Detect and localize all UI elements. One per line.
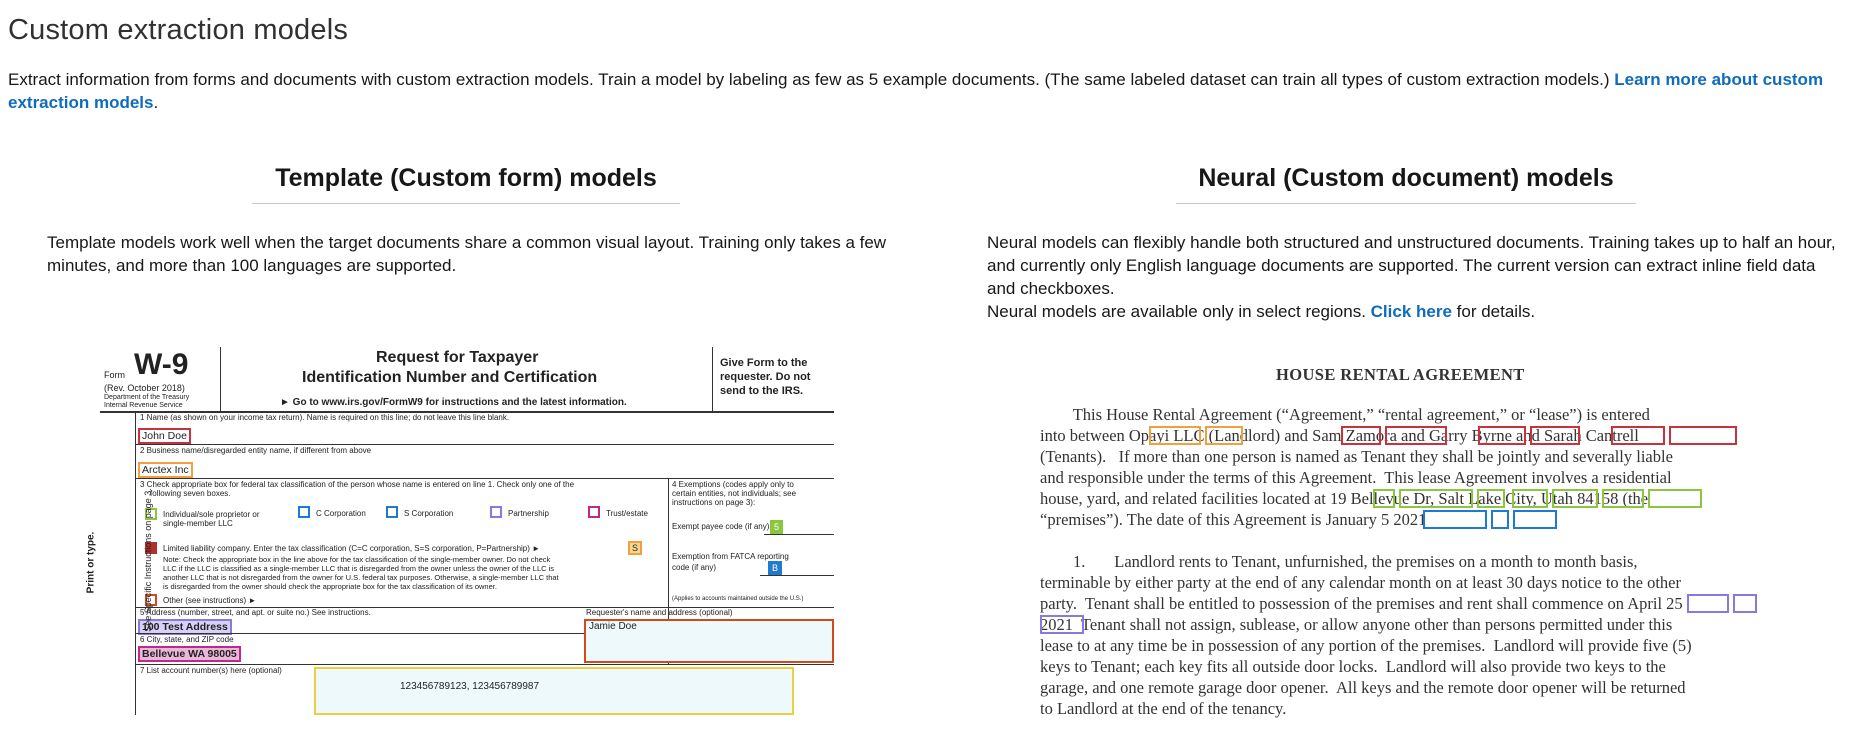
lease-line-12: lease to at any time be in possession of any portion of the premises. Landlord will provide five (5) [1040, 636, 1692, 655]
w9-dept2: Internal Revenue Service [104, 402, 183, 409]
w9-line2: 2 Business name/disregarded entity name, if different from above [140, 446, 372, 455]
lease-line-15: to Landlord at the end of the tenancy. [1040, 699, 1287, 718]
lease-date-box-2 [1491, 510, 1509, 529]
lease-tenant-box-4 [1530, 426, 1580, 445]
lease-landlord-box-2 [1205, 426, 1243, 445]
lease-line-2: into between Opayi LLC (Landlord) and Sam Zamora and Garry Byrne and Sarah Cantrell [1040, 426, 1639, 445]
w9-applies: (Applies to accounts maintained outside the U.S.) [672, 596, 804, 602]
lease-line-11: 2021 Tenant shall not assign, sublease, or allow anyone other than persons permitted under this [1040, 615, 1673, 634]
w9-exempt-payee-field: 5 [770, 520, 783, 534]
lease-tenant-box-3 [1478, 426, 1526, 445]
lease-agreement-example-image [1040, 355, 1780, 717]
lease-line-13: keys to Tenant; each key fits all outside door locks. Landlord will also provide two keys to the [1040, 657, 1666, 676]
w9-note2: LLC if the LLC is classified as a single-member LLC that is disregarded from the owner unless the owner of the LLC is [163, 564, 555, 573]
w9-ex4: 4 Exemptions (codes apply only to [672, 480, 794, 489]
page-title: Custom extraction models [8, 14, 349, 46]
w9-line5: 5 Address (number, street, and apt. or suite no.) See instructions. [140, 608, 371, 617]
w9-give3: send to the IRS. [720, 385, 804, 397]
w9-line7: 7 List account number(s) here (optional) [140, 666, 282, 675]
w9-name-field: John Doe [138, 428, 191, 444]
lease-date-box-3 [1513, 510, 1557, 529]
lease-line-5: house, yard, and related facilities located at 19 Bellevue Dr, Salt Lake City, Utah 84158 (the [1040, 489, 1649, 508]
w9-line1: 1 Name (as shown on your income tax return). Name is required on this line; do not leave this line blank. [140, 413, 510, 422]
w9-scorp-label: S Corporation [404, 509, 454, 518]
w9-fatca-field: B [768, 561, 782, 575]
w9-requester: Requester's name and address (optional) [586, 608, 733, 617]
w9-goto: ► Go to www.irs.gov/FormW9 for instructions and the latest information. [280, 397, 627, 408]
w9-note4: is disregarded from the owner should check the appropriate box for the tax classification of its owner. [163, 582, 497, 591]
w9-line3: 3 Check appropriate box for federal tax classification of the person whose name is entered on line 1. Check only one of the [140, 480, 575, 489]
w9-requester-field: Jamie Doe [589, 621, 637, 632]
lease-landlord-box [1149, 426, 1201, 445]
w9-llc-field: S [628, 541, 642, 555]
w9-fatca2: code (if any) [672, 563, 717, 572]
lease-address-box-2 [1399, 489, 1473, 508]
regions-text-after: for details. [1451, 302, 1536, 321]
w9-give1: Give Form to the [720, 357, 808, 369]
w9-business-field: Arctex Inc [138, 462, 193, 478]
intro-paragraph [8, 68, 1868, 114]
w9-partnership-label: Partnership [508, 509, 549, 518]
w9-line3b: following seven boxes. [150, 489, 231, 498]
lease-line-10: party. Tenant shall be entitled to possession of the premises and rent shall commence on April 25 [1040, 594, 1683, 613]
intro-end: . [153, 93, 159, 112]
w9-form-number: W-9 [134, 348, 189, 381]
w9-title1: Request for Taxpayer [376, 349, 539, 366]
lease-date-box-1 [1423, 510, 1487, 529]
w9-city-field: Bellevue WA 98005 [138, 646, 241, 662]
neural-models-description [987, 231, 1837, 323]
w9-dept1: Department of the Treasury [104, 394, 190, 401]
lease-address-box-3 [1477, 489, 1505, 508]
neural-description-text: Neural models can flexibly handle both structured and unstructured documents. Training takes up to half an hour, and currently only English language documents are supported. The current version can extract inline field data and checkboxes. [987, 233, 1836, 298]
lease-commence-box-1 [1687, 594, 1729, 613]
w9-account-field: 123456789123, 123456789987 [400, 681, 540, 692]
lease-address-box-5 [1552, 489, 1598, 508]
w9-account-field-box [314, 667, 794, 715]
lease-address-box-1 [1373, 489, 1395, 508]
template-models-heading: Template (Custom form) models [252, 164, 680, 204]
w9-note1: Note: Check the appropriate box in the line above for the tax classification of the single-member owner. Do not check [163, 555, 551, 564]
w9-ex4c: instructions on page 3): [672, 498, 756, 507]
lease-line-4: and responsible under the terms of this Agreement. This lease Agreement involves a residential [1040, 468, 1672, 487]
w9-ex4b: certain entities, not individuals; see [672, 489, 797, 498]
lease-line-9: terminable by either party at the end of any calendar month on at least 30 days notice to the other [1040, 573, 1681, 592]
lease-line-3: (Tenants). If more than one person is named as Tenant they shall be jointly and severally liable [1040, 447, 1673, 466]
w9-scorp-checkbox [386, 506, 398, 518]
w9-address-field: 100 Test Address [138, 619, 232, 635]
w9-partnership-checkbox [490, 506, 502, 518]
lease-address-box-4 [1512, 489, 1548, 508]
neural-models-heading: Neural (Custom document) models [1176, 164, 1636, 204]
click-here-link[interactable]: Click here [1370, 302, 1452, 321]
w9-llc-label: Limited liability company. Enter the tax classification (C=C corporation, S=S corporation, P=Partnership) ► [163, 544, 541, 553]
lease-tenant-box-1 [1341, 426, 1381, 445]
lease-tenant-box-2 [1385, 426, 1447, 445]
w9-note3: another LLC that is not disregarded from the owner for U.S. federal tax purposes. Otherwise, a single-member LLC that [163, 573, 559, 582]
lease-line-1: This House Rental Agreement (“Agreement,” “rental agreement,” or “lease”) is entered [1040, 405, 1650, 424]
lease-line-6: “premises”). The date of this Agreement is January 5 2021 [1040, 510, 1427, 529]
learn-more-link[interactable]: Learn more about custom extraction models [8, 70, 1824, 112]
w9-line6: 6 City, state, and ZIP code [140, 635, 234, 644]
w9-trust-checkbox [588, 506, 600, 518]
w9-ccorp-label: C Corporation [316, 509, 366, 518]
lease-commence-box-2 [1733, 594, 1757, 613]
w9-side-text1: Print or type. [85, 531, 97, 594]
intro-text: Extract information from forms and documents with custom extraction models. Train a model by labeling as few as 5 example documents. (The same labeled dataset can train all types of custom extraction models.) [8, 70, 1615, 89]
w9-ccorp-checkbox [298, 506, 310, 518]
template-models-description: Template models work well when the target documents share a common visual layout. Training only takes a few minutes, and more than 100 languages are supported. [47, 233, 887, 275]
lease-tenant-box-5 [1611, 426, 1665, 445]
lease-title: HOUSE RENTAL AGREEMENT [1276, 365, 1525, 384]
w9-rev: (Rev. October 2018) [104, 383, 185, 393]
w9-individual-label: Individual/sole proprietor or [163, 510, 260, 519]
w9-form-label: Form [104, 370, 125, 380]
lease-tenant-box-6 [1669, 426, 1737, 445]
lease-line-14: garage, and one remote garage door opener. All keys and the remote door opener will be returned [1040, 678, 1686, 697]
lease-address-box-6 [1602, 489, 1644, 508]
lease-commence-box-3 [1040, 615, 1084, 634]
w9-trust-label: Trust/estate [606, 509, 648, 518]
neural-regions-note [987, 300, 1837, 323]
w9-side-text2: See Specific Instructions on page 3. [142, 488, 153, 632]
w9-exempt-payee: Exempt payee code (if any) [672, 522, 770, 531]
w9-other-label: Other (see instructions) ► [163, 596, 257, 605]
w9-give2: requester. Do not [720, 371, 811, 383]
w9-fatca1: Exemption from FATCA reporting [672, 552, 789, 561]
w9-individual-label2: single-member LLC [163, 519, 233, 528]
w9-form-example-image [85, 345, 840, 715]
lease-line-8: 1. Landlord rents to Tenant, unfurnished, the premises on a month to month basis, [1040, 552, 1638, 571]
regions-text-before: Neural models are available only in select regions. [987, 302, 1371, 321]
lease-address-box-7 [1648, 489, 1702, 508]
w9-title2: Identification Number and Certification [302, 369, 598, 386]
